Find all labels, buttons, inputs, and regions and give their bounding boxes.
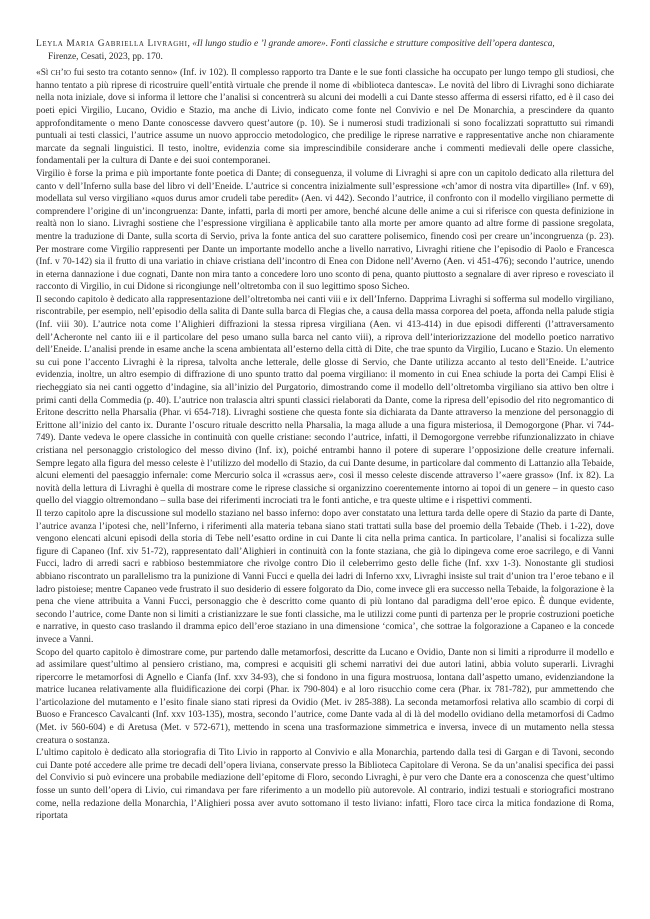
paragraph-text: Il terzo capitolo apre la discussione sul modello staziano nel basso inferno: dopo aver constatato una lettura tarda delle opere di Stazio da parte di Dante, l’autrice avanza l’ipotesi che, nell’Inferno, i riferimenti alla materia tebana siano stati trattati sulla base del proemio della Tebaide (Theb. i 1-22), dove vengono elencati alcuni episodi della storia di Tebe nell’esatto ordine in cui Dante li cita nella prima cantica. In particolare, l’analisi si focalizza sulle figure di Capaneo (Inf. xiv 51-72), rappresentato dall’Alighieri in continuità con la fonte staziana, che già lo dipingeva come eroe sacrilego, e di Vanni Fucci, ladro di arredi sacri e rabbioso bestemmiatore che rivolge contro Dio il celeberrimo gesto delle fiche (Inf. xxv 1-3). Nonostante gli studiosi abbiano riscontrato un parallelismo tra la punizione di Vanni Fucci e quella dei ladri di Inferno xxv, Livraghi insiste sul trait d’union tra l’eroe tebano e il ladro pistoiese; mentre Capaneo vede frustrato il suo desiderio di essere folgorato da Dio, come invece gli era successo nella Tebaide, la folgorazione è la pena che viene attribuita a Vanni Fucci, personaggio che è descritto come quanto di più lontano dal paradigma dell’eroe epico. È dunque evidente, secondo l’autrice, come Dante non si limiti a cristianizzare le sue fonti classiche, ma le utilizzi come punti di partenza per le proprie costruzioni poetiche e narrative, in questo caso traslando il dramma epico dell’eroe staziano in una dimensione ‘comica’, che sottrae la folgorazione a Capaneo e la concede invece a Vanni. — [36, 508, 614, 645]
review-paragraph-1 — [36, 67, 614, 168]
review-paragraph-2 — [36, 168, 614, 294]
publication-info: Firenze, Cesati, 2023, pp. 170. — [48, 51, 163, 62]
review-paragraph-5 — [36, 647, 614, 748]
review-paragraph-4 — [36, 508, 614, 647]
book-title: , «Il lungo studio e ’l grande amore». Fonti classiche e strutture compositive dell’opera dantesca, — [187, 39, 555, 49]
review-paragraph-6 — [36, 747, 614, 823]
paragraph-text: Il secondo capitolo è dedicato alla rappresentazione dell’oltretomba nei canti viii e ix dell’Inferno. Dapprima Livraghi si sofferma sul modello virgiliano, riscontrabile, per esempio, nell’episodio della salita di Dante sulla barca di Flegias che, a causa della massa corporea del poeta, affonda nella palude stigia (Inf. viii 30). L’autrice nota come l’Alighieri diffrazioni la stessa ripresa virgiliana (Aen. vi 413-414) in due episodi differenti (l’attraversamento dell’Acheronte nel canto iii e il particolare del peso umano sulla barca nel canto viii), a riprova dell’interiorizzazione del modello poetico narrativo dell’Eneide. L’analisi prende in esame anche la scena ambientata all’esterno della città di Dite, che trae spunto da Virgilio, Lucano e Stazio. Un elemento su cui pone l’accento Livraghi è la ripresa, talvolta anche letterale, delle glosse di Servio, che Dante utilizza accanto al testo dell’Eneide. L’autrice evidenzia, inoltre, un altro esempio di diffrazione di uno spunto tratto dal poema virgiliano: il momento in cui Enea schiude la porta dei Campi Elisi è riecheggiato sia nei canti oggetto d’indagine, sia all’inizio del Purgatorio, dimostrando come il modello dell’oltretomba virgiliano sia attivo ben oltre i primi canti della Commedia (p. 40). L’autrice non tralascia altri spunti classici rielaborati da Dante, come la ripresa dell’episodio del rito negromantico di Eritone descritto nella Pharsalia (Phar. vi 654-718). Livraghi sostiene che questa fonte sia dichiarata da Dante attraverso la menzione del personaggio di Erittone all’inizio del canto ix. Durante l’oscuro rituale descritto nella Pharsalia, la maga allude a una figura misteriosa, il Demogorgone (Phar. vi 744-749). Dante vedeva le opere classiche in continuità con quelle cristiane: secondo l’autrice, infatti, il Demogorgone verrebbe rifunzionalizzato in chiave cristiana nel personaggio cristologico del messo divino (Inf. ix), poiché entrambi hanno il potere di superare l’opposizione delle creature infernali. Sempre legato alla figura del messo celeste è l’utilizzo del modello di Stazio, da cui Dante desume, in particolare dal commento di Lattanzio alla Tebaide, alcuni elementi del paesaggio infernale: come Mercurio solca il «crassus aer», così il messo celeste discende attraverso l’«aere grasso» (Inf. ix 82). La novità della lettura di Livraghi è quella di mostrare come le riprese classiche si organizzino coerentemente intorno ai topoi di un genere – in questo caso quello del viaggio oltremondano – sulla base dei riferimenti incrociati tra le fonti antiche, e tra queste ultime e i rispettivi commenti. — [36, 294, 614, 507]
review-paragraph-3 — [36, 294, 614, 508]
opening-words: «Sì ch’io — [36, 68, 72, 79]
paragraph-text: Virgilio è forse la prima e più importante fonte poetica di Dante; di conseguenza, il volume di Livraghi si apre con un capitolo dedicato alla rilettura del canto v dell’Inferno sulla base del libro vi dell’Eneide. L’autrice si concentra inizialmente sull’espressione «ch’amor di nostra vita dipartille» (Inf. v 69), modellata sul verso virgiliano «quos durus amor crudeli tabe peredit» (Aen. vi 442). Secondo l’autrice, il confronto con il modello virgiliano permette di comprendere l’origine di un’incongruenza: Dante, infatti, parla di morti per amore, benché alcune delle anime a cui si riferisce con questa definizione in realtà non lo siano. Livraghi sostiene che l’espressione virgiliana è applicabile tanto alla morte per amore quanto ad altre forme di passione sregolata, mentre la traduzione di Dante, sulla scorta di Servio, priva la fonte antica del suo carattere polisemico, finendo così per creare un’incongruenza (p. 23). Per mostrare come Virgilio rappresenti per Dante un importante modello anche a livello narrativo, Livraghi ritiene che l’episodio di Paolo e Francesca (Inf. v 70-142) sia il frutto di una variatio in chiave cristiana dell’incontro di Enea con Didone nell’Averno (Aen. vi 451-476); secondo l’autrice, unendo in eterna dannazione i due cognati, Dante non mira tanto a concedere loro uno sconto di pena, quanto piuttosto a segnalare di aver ripreso e rovesciato il racconto di Virgilio, in cui Didone si ricongiunge nell’oltretomba con il suo legittimo sposo Sicheo. — [36, 168, 614, 293]
paragraph-text: L’ultimo capitolo è dedicato alla storiografia di Tito Livio in rapporto al Convivio e alla Monarchia, partendo dalla tesi di Gargan e di Tavoni, secondo cui Dante poté accedere alle prime tre decadi dell’opera liviana, conservate presso la Biblioteca Capitolare di Verona. Se da un’analisi specifica dei passi del Convivio si può evincere una probabile mediazione dell’epitome di Floro, secondo Livraghi, è pur vero che Dante era a conoscenza che quest’ultimo fosse un sunto dell’opera di Livio, cui rimandava per fare riferimento a un modello più autorevole. Al contrario, indizi testuali e storiografici mostrano come, nella redazione della Monarchia, l’Alighieri possa aver avuto sottomano il testo liviano: infatti, Floro tace circa la mitica fondazione di Roma, riportata — [36, 748, 614, 822]
review-page — [36, 38, 614, 823]
book-citation — [36, 38, 614, 63]
paragraph-text: fui sesto tra cotanto senno» (Inf. iv 102). Il complesso rapporto tra Dante e le sue fonti classiche ha occupato per lungo tempo gli studiosi, che hanno tentato a più riprese di ricostruire quell’entità virtuale che prende il nome di «biblioteca dantesca». Le novità del libro di Livraghi sono dichiarate nella nota iniziale, dove si informa il lettore che l’analisi si concentrerà su alcuni dei modelli a cui Dante stesso afferma di essersi rifatto, ed è il caso dei poeti epici Virgilio, Lucano, Ovidio e Stazio, ma anche di Livio, indicato come fonte nel Convivio e nel De Monarchia, a prescindere da quanto approfonditamente o meno Dante conoscesse davvero quest’autore (p. 10). Se i numerosi studi tradizionali si sono focalizzati soprattutto sui rimandi puntuali ai testi classici, l’autrice assume un nuovo approccio metodologico, che predilige le riprese narrative e rappresentative anche non chiaramente marcate da segnali linguistici. Il testo, inoltre, evidenzia come sia imprescindibile considerare anche i commenti medievali delle opere classiche, fondamentali per la cultura di Dante e dei suoi contemporanei. — [36, 68, 614, 167]
book-author: Leyla Maria Gabriella Livraghi — [36, 39, 188, 49]
paragraph-text: Scopo del quarto capitolo è dimostrare come, pur partendo dalle metamorfosi, descritte da Lucano e Ovidio, Dante non si limiti a riprodurre il modello e ad assimilare quest’ultimo al pensiero cristiano, ma, compresi e acquisiti gli schemi narrativi dei due autori latini, abbia voluto superarli. Livraghi ripercorre le metamorfosi di Agnello e Cianfa (Inf. xxv 34-93), che si fondono in una figura mostruosa, lontana dall’aspetto umano, evidenziandone la matrice lucanea relativamente alla fluidificazione dei corpi (Phar. ix 790-804) e al loro risucchio come cera (Phar. ix 781-782), pur ammettendo che l’articolazione del mutamento e l’esito finale siano stati ripresi da Ovidio (Met. iv 285-388). La seconda metamorfosi relativa allo scambio di corpi di Buoso e Francesco Cavalcanti (Inf. xxv 103-135), mostra, secondo l’autrice, come Dante vada al di là del modello ovidiano della metamorfosi di Cadmo (Met. iv 560-604) e di Aretusa (Met. v 572-671), mettendo in scena una trasformazione simmetrica e inversa, invece di un mutamento nella stessa creatura o sostanza. — [36, 647, 614, 746]
